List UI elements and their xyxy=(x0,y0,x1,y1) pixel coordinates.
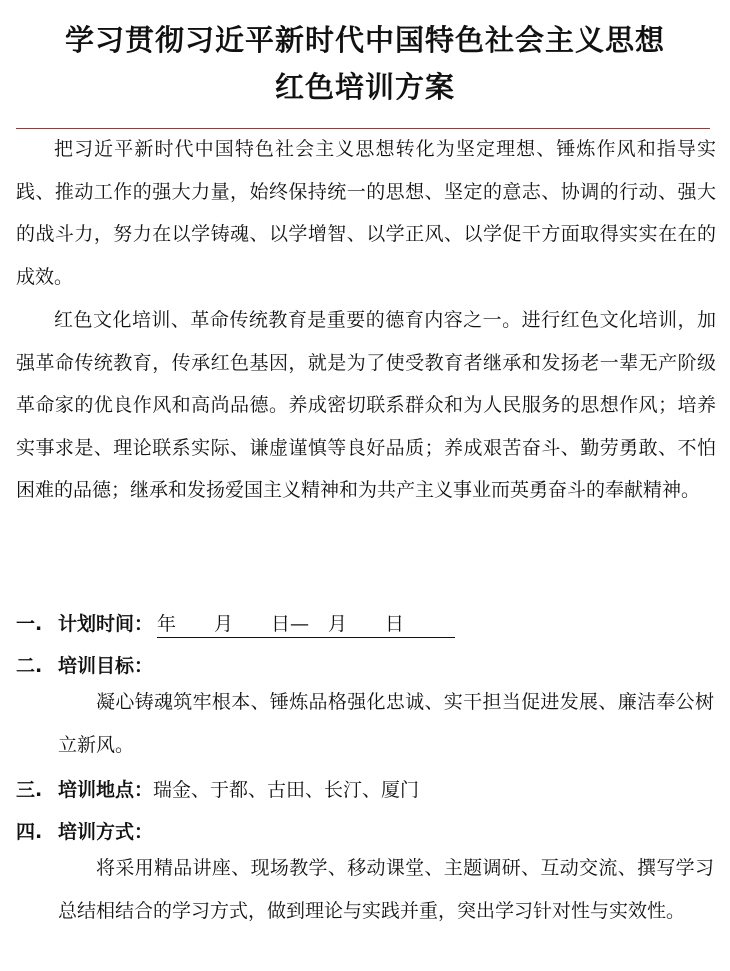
intro-paragraph-1: 把习近平新时代中国特色社会主义思想转化为坚定理想、锤炼作风和指导实践、推动工作的强大力量，始终保持统一的思想、坚定的意志、协调的行动、强大的战斗力，努力在以学铸魂、以学增智、以学正风、以学促干方面取得实实在在的成效。 xyxy=(16,138,716,288)
section-number: 三. xyxy=(16,779,43,801)
section-number: 一. xyxy=(16,613,43,635)
plan-time-field: 年 月 日— 月 日 xyxy=(157,611,455,638)
section-number: 四. xyxy=(16,821,43,843)
training-method-text: 将采用精品讲座、现场教学、移动课堂、主题调研、互动交流、撰写学习总结相结合的学习方式，做到理论与实践并重，突出学习针对性与实效性。 xyxy=(58,857,714,922)
section-plan-time xyxy=(16,609,716,639)
section-label: 计划时间： xyxy=(58,613,154,635)
section-label: 培训方式： xyxy=(58,821,154,843)
intro-paragraph-2: 红色文化培训、革命传统教育是重要的德育内容之一。进行红色文化培训，加强革命传统教育，传承红色基因，就是为了使受教育者继承和发扬老一辈无产阶级革命家的优良作风和高尚品德。养成密切联系群众和为人民服务的思想作风；培养实事求是、理论联系实际、谦虚谨慎等良好品质；养成艰苦奋斗、勤劳勇敢、不怕困难的品德；继承和发扬爱国主义精神和为共产主义事业而英勇奋斗的奉献精神。 xyxy=(16,309,716,502)
training-goal-text: 凝心铸魂筑牢根本、锤炼品格强化忠诚、实干担当促进发展、廉洁奉公树立新风。 xyxy=(58,691,714,756)
document-title-line-1: 学习贯彻习近平新时代中国特色社会主义思想 xyxy=(64,23,665,57)
section-training-location xyxy=(16,775,716,805)
document-title-line-2: 红色培训方案 xyxy=(274,70,455,104)
section-training-method xyxy=(16,817,716,847)
training-location-value: 瑞金、于都、古田、长汀、厦门 xyxy=(153,779,420,801)
section-label: 培训地点： xyxy=(58,779,154,801)
section-training-goal xyxy=(16,651,716,681)
section-number: 二. xyxy=(16,655,43,677)
section-label: 培训目标： xyxy=(58,655,154,677)
